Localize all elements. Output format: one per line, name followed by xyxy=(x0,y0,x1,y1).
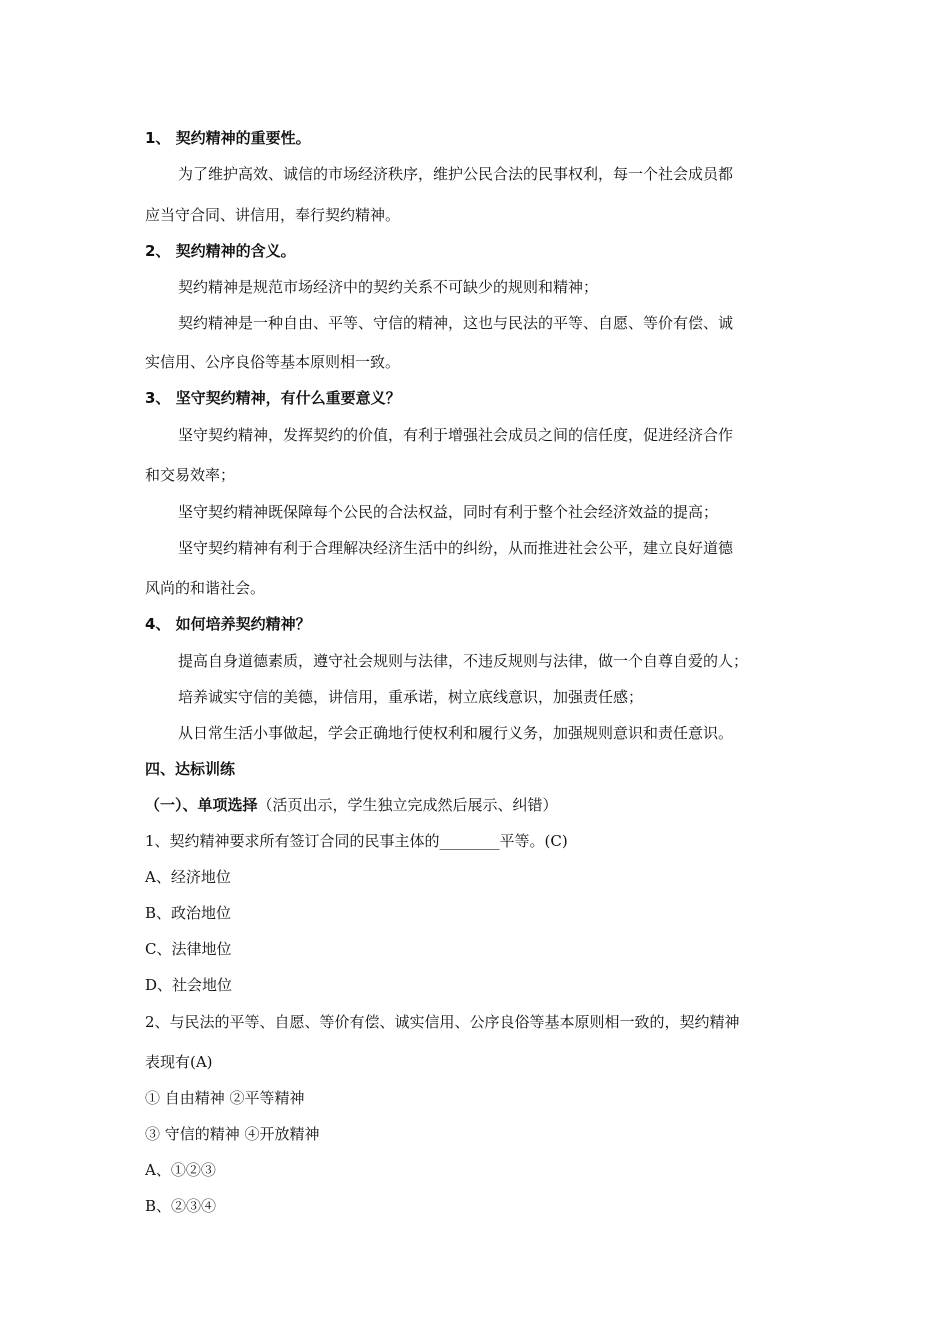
question-1-option-d: D、社会地位 xyxy=(145,976,233,994)
training-heading: 四、达标训练 xyxy=(145,760,236,778)
section-4-paragraph-1: 提高自身道德素质，遵守社会规则与法律，不违反规则与法律，做一个自尊自爱的人； xyxy=(178,652,749,670)
section-3-paragraph-3: 坚守契约精神有利于合理解决经济生活中的纠纷，从而推进社会公平，建立良好道德 xyxy=(178,539,734,557)
section-1-title: 1、 契约精神的重要性。 xyxy=(145,129,311,147)
section-3-paragraph-3-cont: 风尚的和谐社会。 xyxy=(145,579,266,597)
section-1-paragraph: 为了维护高效、诚信的市场经济秩序，维护公民合法的民事权利，每一个社会成员都 xyxy=(178,165,734,183)
question-2-option-a: A、①②③ xyxy=(145,1161,216,1179)
training-subheading-note: （活页出示，学生独立完成然后展示、纠错） xyxy=(257,796,558,814)
training-subheading-label: （一）、单项选择 xyxy=(145,796,258,814)
training-subheading xyxy=(145,795,558,815)
section-4-title: 4、 如何培养契约精神？ xyxy=(145,615,311,633)
section-2-title: 2、 契约精神的含义。 xyxy=(145,242,296,260)
section-2-paragraph-2: 契约精神是一种自由、平等、守信的精神，这也与民法的平等、自愿、等价有偿、诚 xyxy=(178,314,734,332)
question-1-option-b: B、政治地位 xyxy=(145,904,232,922)
section-4-paragraph-2: 培养诚实守信的美德，讲信用，重承诺，树立底线意识，加强责任感； xyxy=(178,688,644,706)
question-2-cont: 表现有(A) xyxy=(145,1053,213,1071)
question-1-option-c: C、法律地位 xyxy=(145,940,232,958)
section-3-title: 3、 坚守契约精神，有什么重要意义？ xyxy=(145,389,401,407)
section-3-paragraph-2: 坚守契约精神既保障每个公民的合法权益，同时有利于整个社会经济效益的提高； xyxy=(178,503,719,521)
section-3-paragraph-1-cont: 和交易效率； xyxy=(145,466,236,484)
section-3-paragraph-1: 坚守契约精神，发挥契约的价值，有利于增强社会成员之间的信任度，促进经济合作 xyxy=(178,426,734,444)
section-4-paragraph-3: 从日常生活小事做起，学会正确地行使权利和履行义务，加强规则意识和责任意识。 xyxy=(178,724,734,742)
question-2-items-2: ③ 守信的精神 ④开放精神 xyxy=(145,1125,320,1143)
question-1-option-a: A、经济地位 xyxy=(145,868,231,886)
section-1-paragraph-cont: 应当守合同、讲信用，奉行契约精神。 xyxy=(145,206,401,224)
section-2-paragraph-1: 契约精神是规范市场经济中的契约关系不可缺少的规则和精神； xyxy=(178,278,599,296)
question-1: 1、契约精神要求所有签订合同的民事主体的________平等。(C) xyxy=(145,832,568,850)
section-2-paragraph-2-cont: 实信用、公序良俗等基本原则相一致。 xyxy=(145,353,401,371)
question-2: 2、与民法的平等、自愿、等价有偿、诚实信用、公序良俗等基本原则相一致的，契约精神 xyxy=(145,1013,740,1031)
question-2-option-b: B、②③④ xyxy=(145,1197,217,1215)
question-2-items-1: ① 自由精神 ②平等精神 xyxy=(145,1089,305,1107)
